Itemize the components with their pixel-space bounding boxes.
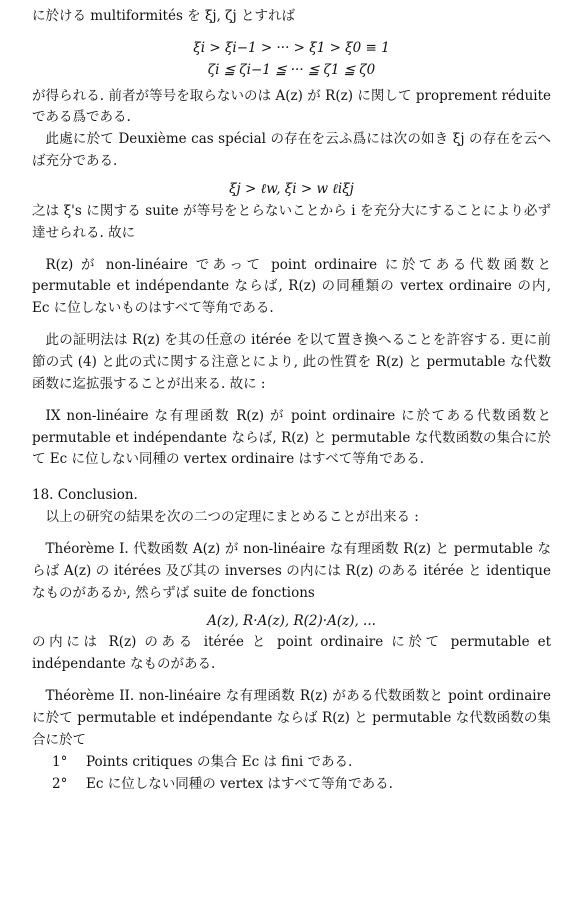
list-item-1-text: Points critiques の集合 Ec は fini である. — [86, 753, 353, 770]
paragraph-deuxieme-cas: 此處に於て Deuxième cas spécial の存在を云ふ爲には次の如き ξj の存在を云へば充分である. — [32, 131, 551, 170]
paragraph-statement: R(z) が non-linéaire であって point ordinaire に於てある代数函数と permutable et indépendante ならば, R(z) の同種類の vertex ordinaire の内, Ec に位しないものはすべて等角である. — [32, 256, 551, 317]
equation-function-suite: A(z), R·A(z), R(2)·A(z), ... — [207, 612, 376, 629]
paragraph-conclusion-intro: 以上の研究の結果を次の二つの定理にまとめることが出来る : — [45, 509, 419, 526]
paragraph-suite: 之は ξ's に関する suite が等号をとらないことから i を充分大にすることにより必ず達せられる. 故に — [32, 202, 551, 241]
list-item-2-text: Ec に位しない同種の vertex はすべて等角である. — [86, 775, 393, 792]
list-item-1-number: 1° — [52, 753, 68, 770]
equation-xi-condition: ξj > ℓw, ξi > w ℓiξj — [229, 181, 354, 198]
equation-zeta-chain: ζi ≦ ζi−1 ≦ ··· ≦ ζ1 ≦ ζ0 — [207, 61, 376, 78]
paragraph-theorem-i-conclusion: の内には R(z) のある itérée と point ordinaire に於て permutable et indépendante なものがある. — [32, 634, 551, 673]
paragraph-reduite: が得られる. 前者が等号を取らないのは A(z) が R(z) に関して proprement réduite である爲である. — [32, 87, 551, 126]
theorem-i: Théorème I. 代数函数 A(z) が non-linéaire な有理函数 R(z) と permutable ならば A(z) の itérées 及び其の inverses の内には R(z) のある itérée と identique なものがあるか, 然らずば suite de fonctions — [32, 541, 551, 601]
section-heading-conclusion: 18. Conclusion. — [32, 487, 138, 504]
paragraph-proof-extension: 此の証明法は R(z) を其の任意の itérée を以て置き換へることを許容する. 更に前節の式 (4) と此の式に関する注意とにより, 此の性質を R(z) と permutable な代数函数に迄拡張することが出来る. 故に : — [32, 332, 551, 392]
paragraph-intro: に於ける multiformités を ξj, ζj とすれば — [32, 8, 295, 24]
list-item-1 — [32, 752, 551, 774]
equation-xi-chain: ξi > ξi−1 > ··· > ξ1 > ξ0 ≡ 1 — [193, 39, 390, 56]
list-item-2-number: 2° — [52, 775, 68, 792]
theorem-ii: Théorème II. non-linéaire な有理函数 R(z) がある代数函数と point ordinaire に於て permutable et indépendante ならば R(z) と permutable な代数函数の集合に於て — [32, 688, 551, 748]
proposition-ix: IX non-linéaire な有理函数 R(z) が point ordinaire に於てある代数函数と permutable et indépendante ならば, R(z) と permutable な代数函数の集合に於て Ec に位しない同種の vertex ordinaire はすべて等角である. — [32, 407, 551, 468]
list-item-2 — [32, 774, 551, 796]
